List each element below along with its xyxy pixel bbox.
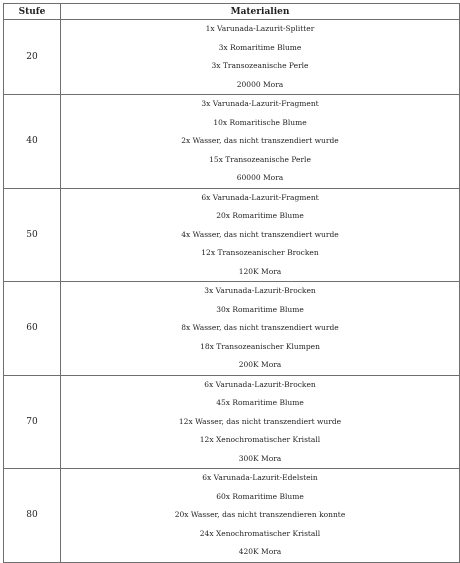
materials-cell <box>61 375 460 469</box>
material-item: 45x Romaritime Blume <box>216 398 304 407</box>
table-row <box>4 20 460 95</box>
material-item: 3x Transozeanische Perle <box>211 61 309 70</box>
materials-cell <box>61 95 460 189</box>
stufe-cell: 40 <box>4 95 61 189</box>
material-item: 60000 Mora <box>236 173 284 182</box>
material-item: 18x Transozeanischer Klumpen <box>200 341 320 351</box>
material-item: 10x Romaritische Blume <box>213 117 307 127</box>
material-item: 30x Romaritime Blume <box>216 304 304 314</box>
materials-cell <box>61 20 460 95</box>
material-item: 2x Wasser, das nicht transzendiert wurde <box>181 136 339 145</box>
table-body <box>4 20 460 563</box>
material-item: 3x Varunada-Lazurit-Brocken <box>204 286 316 295</box>
stufe-cell: 20 <box>4 20 61 95</box>
material-item: 20000 Mora <box>236 79 284 89</box>
material-item: 6x Varunada-Lazurit-Brocken <box>204 379 316 389</box>
material-item: 1x Varunada-Lazurit-Splitter <box>205 24 315 33</box>
material-item: 420K Mora <box>238 547 282 556</box>
material-item: 12x Xenochromatischer Kristall <box>199 435 321 444</box>
material-item: 60x Romaritime Blume <box>216 491 304 501</box>
materials-cell <box>61 469 460 563</box>
material-item: 3x Varunada-Lazurit-Fragment <box>201 99 319 108</box>
table-row <box>4 375 460 469</box>
material-item: 120K Mora <box>238 266 282 276</box>
materials-cell <box>61 282 460 376</box>
materials-table <box>3 3 460 563</box>
material-item: 15x Transozeanische Perle <box>209 154 311 164</box>
table-row <box>4 282 460 376</box>
header-stufe: Stufe <box>4 4 61 20</box>
header-materialien: Materialien <box>61 4 460 20</box>
materials-cell <box>61 188 460 282</box>
material-item: 12x Wasser, das nicht transzendiert wurde <box>178 416 342 426</box>
material-item: 12x Transozeanischer Brocken <box>201 248 319 257</box>
material-item: 20x Wasser, das nicht transzendieren konnte <box>174 510 346 519</box>
material-item: 24x Xenochromatischer Kristall <box>199 528 321 538</box>
stufe-cell: 70 <box>4 375 61 469</box>
material-item: 4x Wasser, das nicht transzendiert wurde <box>181 229 339 239</box>
stufe-cell: 50 <box>4 188 61 282</box>
table-row <box>4 469 460 563</box>
material-item: 6x Varunada-Lazurit-Fragment <box>201 192 319 202</box>
stufe-cell: 60 <box>4 282 61 376</box>
table-row <box>4 95 460 189</box>
material-item: 3x Romaritime Blume <box>218 42 302 52</box>
stufe-cell: 80 <box>4 469 61 563</box>
material-item: 6x Varunada-Lazurit-Edelstein <box>202 473 318 482</box>
material-item: 300K Mora <box>238 453 282 463</box>
header-row <box>4 4 460 20</box>
material-item: 8x Wasser, das nicht transzendiert wurde <box>181 323 339 332</box>
table-row <box>4 188 460 282</box>
material-item: 20x Romaritime Blume <box>216 211 304 220</box>
material-item: 200K Mora <box>238 360 282 369</box>
